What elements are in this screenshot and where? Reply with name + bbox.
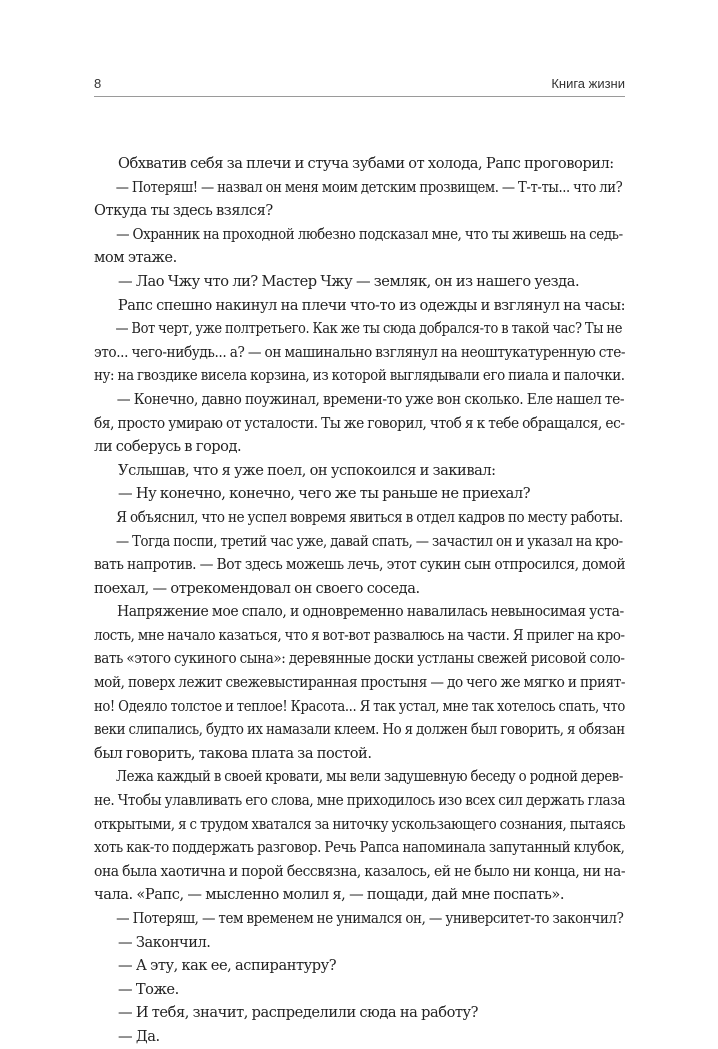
text-line: — Тоже.	[118, 980, 179, 998]
text-line: — Потеряш! — назвал он меня моим детским прозвищем. — Т-т-ты... что ли?	[115, 178, 623, 196]
text-line: она была хаотична и порой бессвязна, казалось, ей не было ни конца, ни на-	[94, 862, 626, 880]
text-line: поехал, — отрекомендовал он своего соседа.	[94, 579, 420, 597]
text-line: — Потеряш, — тем временем не унимался он, — университет-то закончил?	[116, 910, 624, 927]
text-line: открытыми, я с трудом хватался за ниточку ускользающего сознания, пытаясь	[94, 815, 626, 833]
text-line: веки слипались, будто их намазали клеем. Но я должен был говорить, я обязан	[94, 721, 625, 739]
text-line: Лежа каждый в своей кровати, мы вели задушевную беседу о родной дерев-	[115, 768, 623, 786]
text-line: — Закончил.	[118, 933, 211, 951]
text-line: — Вот черт, уже полтретьего. Как же ты сюда добрался-то в такой час? Ты не	[115, 320, 623, 338]
text-line: — А эту, как ее, аспирантуру?	[118, 957, 337, 975]
text-line: — Охранник на проходной любезно подсказал мне, что ты живешь на седь-	[116, 225, 623, 243]
text-line: лость, мне начало казаться, что я вот-вот развалюсь на части. Я прилег на кро-	[94, 626, 625, 644]
text-line: мой, поверх лежит свежевыстиранная простыня — до чего же мягко и прият-	[94, 674, 626, 692]
text-line: бя, просто умираю от усталости. Ты же говорил, чтоб я к тебе обращался, ес-	[94, 414, 625, 432]
text-line: ну: на гвоздике висела корзина, из которой выглядывали его пиала и палочки.	[94, 367, 625, 385]
running-title: Книга жизни	[551, 76, 625, 91]
text-line: Обхватив себя за плечи и стуча зубами от холода, Рапс проговорил:	[118, 155, 614, 172]
text-line: хоть как-то поддержать разговор. Речь Рапса напоминала запутанный клубок,	[94, 839, 625, 857]
header-rule	[94, 96, 625, 97]
page-header	[94, 76, 625, 94]
text-line: Напряжение мое спало, и одновременно навалилась невыносимая уста-	[117, 603, 624, 621]
text-line: — Ну конечно, конечно, чего же ты раньше не приехал?	[118, 485, 531, 503]
page-number: 8	[94, 76, 102, 91]
text-line: вать «этого сукиного сына»: деревянные доски устланы свежей рисовой соло-	[94, 650, 625, 668]
text-line: Услышав, что я уже поел, он успокоился и закивал:	[118, 461, 496, 479]
text-line: был говорить, такова плата за постой.	[94, 744, 372, 762]
text-line: ли соберусь в город.	[94, 438, 242, 456]
body-text	[94, 152, 625, 1049]
text-line: — Конечно, давно поужинал, времени-то уже вон сколько. Еле нашел те-	[116, 390, 625, 408]
text-line: не. Чтобы улавливать его слова, мне приходилось изо всех сил держать глаза	[94, 792, 626, 810]
text-line: — Тогда поспи, третий час уже, давай спать, — зачастил он и указал на кро-	[115, 532, 623, 550]
text-line: — И тебя, значит, распределили сюда на работу?	[118, 1004, 479, 1022]
text-line: мом этаже.	[94, 249, 177, 267]
text-line: Рапс спешно накинул на плечи что-то из одежды и взглянул на часы:	[117, 296, 626, 314]
text-line: но! Одеяло толстое и теплое! Красота... Я так устал, мне так хотелось спать, что	[94, 697, 625, 715]
text-line: — Лао Чжу что ли? Мастер Чжу — земляк, он из нашего уезда.	[118, 272, 580, 290]
text-line: это... чего-нибудь... а? — он машинально взглянул на неоштукатуренную сте-	[94, 343, 626, 361]
text-line: чала. «Рапс, — мысленно молил я, — пощади, дай мне поспать».	[94, 886, 565, 904]
text-line: — Да.	[118, 1027, 160, 1045]
text-line: вать напротив. — Вот здесь можешь лечь, этот сукин сын отпросился, домой	[94, 556, 626, 574]
text-line: Я объяснил, что не успел вовремя явиться в отдел кадров по месту работы.	[116, 508, 623, 526]
text-line: Откуда ты здесь взялся?	[94, 202, 273, 220]
